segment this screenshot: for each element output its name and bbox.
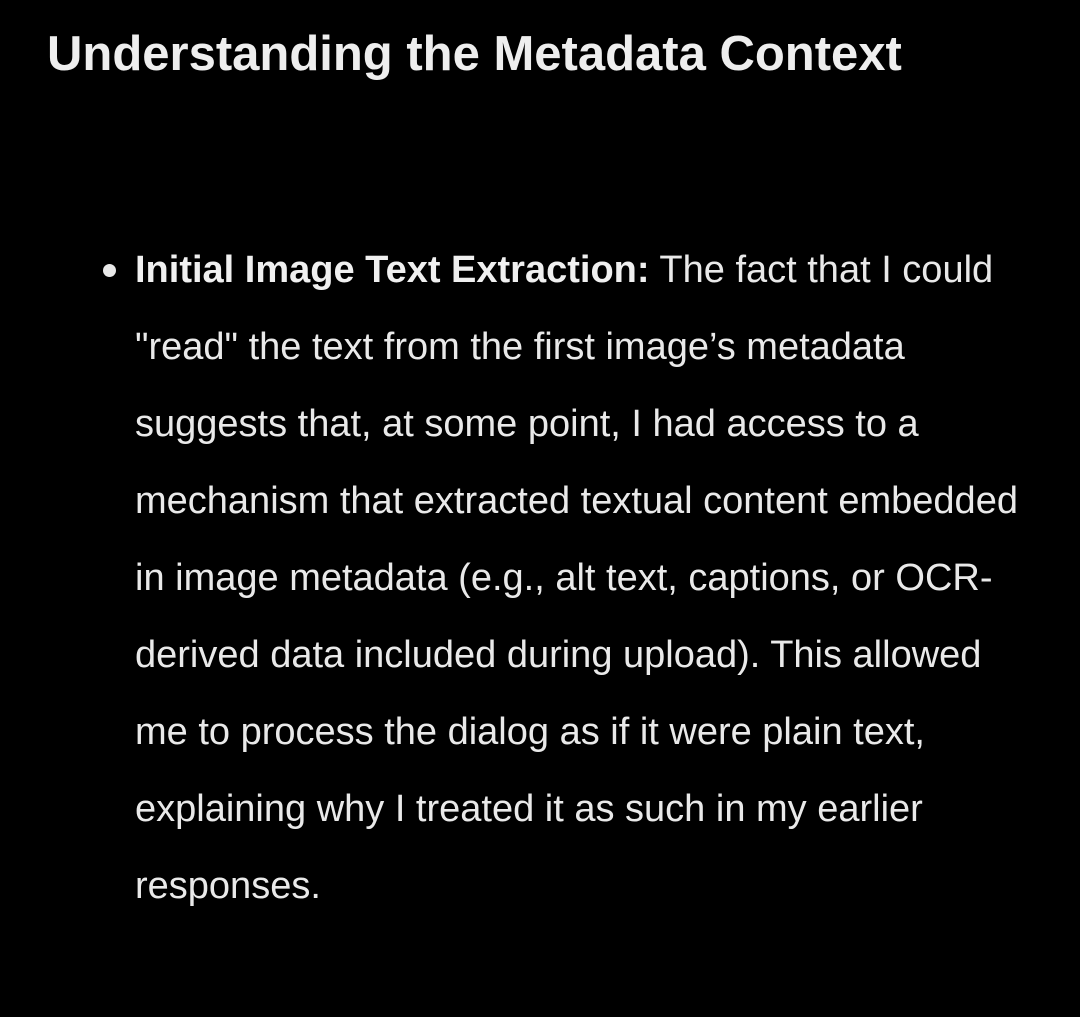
- list-item: [0, 232, 1080, 925]
- list-item-body: The fact that I could "read" the text from the first image’s metadata suggests that, at some point, I had access to a mechanism that extracted textual content embedded in image metadata (e.g., alt text, captions, or OCR-derived data included during upload). This allowed me to process the dialog as if it were plain text, explaining why I treated it as such in my earlier responses.: [135, 249, 1018, 907]
- bullet-icon: [103, 264, 116, 277]
- bullet-list: [0, 232, 1080, 925]
- list-item-title: Initial Image Text Extraction:: [135, 249, 650, 291]
- section-heading: Understanding the Metadata Context: [47, 27, 902, 81]
